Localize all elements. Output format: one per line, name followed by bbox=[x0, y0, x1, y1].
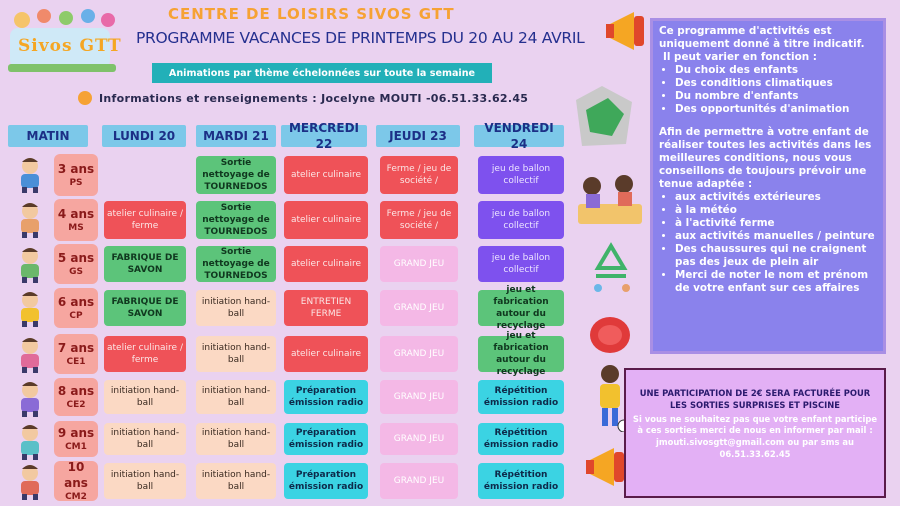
advice-item-3: • aux activités manuelles / peinture bbox=[675, 230, 877, 243]
column-header-3: MERCREDI 22 bbox=[281, 125, 367, 147]
age-value: 9 ans bbox=[57, 425, 95, 440]
child-illustration-icon bbox=[10, 290, 50, 328]
age-value: 10 ans bbox=[64, 459, 88, 490]
age-value: 7 ans bbox=[57, 340, 95, 355]
activity-cell: FABRIQUE DE SAVON bbox=[104, 246, 186, 282]
vary-item-3: • Des opportunités d'animation bbox=[675, 103, 877, 116]
advice-item-0: • aux activités extérieures bbox=[675, 191, 877, 204]
activity-cell: initiation hand-ball bbox=[196, 290, 276, 326]
class-group: CE2 bbox=[66, 400, 86, 411]
center-title: CENTRE DE LOISIRS SIVOS GTT bbox=[168, 5, 455, 23]
age-value: 8 ans bbox=[57, 383, 95, 398]
activity-cell: jeu et fabrication autour du recyclage bbox=[478, 336, 564, 372]
class-group: MS bbox=[68, 223, 84, 234]
child-illustration-icon bbox=[10, 246, 50, 284]
advice-item-2: • à l'activité ferme bbox=[675, 217, 877, 230]
activity-cell: Répétition émission radio bbox=[478, 463, 564, 499]
activity-cell: initiation hand-ball bbox=[196, 463, 276, 499]
child-illustration-icon bbox=[10, 201, 50, 239]
info-advice: Afin de permettre à votre enfant de réaliser toutes les activités dans les meilleures conditions, nous vous conseillons de toujours prévoir une tenue adaptée : bbox=[659, 126, 872, 190]
megaphone-icon bbox=[604, 10, 652, 56]
age-label-5 bbox=[54, 378, 98, 416]
class-group: CE1 bbox=[66, 357, 86, 368]
vary-item-2: • Du nombre d'enfants bbox=[675, 90, 877, 103]
vary-item-1: • Des conditions climatiques bbox=[675, 77, 877, 90]
age-label-2 bbox=[54, 244, 98, 284]
column-header-1: LUNDI 20 bbox=[102, 125, 186, 147]
activity-cell: initiation hand-ball bbox=[196, 380, 276, 414]
notice-optout: Si vous ne souhaitez pas que votre enfant participe à ces sorties merci de nous en informer par mail : jmouti.sivosgtt@gmail.com ou par sms au 06.51.33.62.45 bbox=[632, 413, 878, 459]
class-group: CM1 bbox=[65, 442, 87, 453]
class-group: CM2 bbox=[65, 492, 87, 503]
activity-cell: Préparation émission radio bbox=[284, 423, 368, 455]
advice-item-4: • Des chaussures qui ne craignent pas des jeux de plein air bbox=[675, 243, 877, 269]
activity-cell: initiation hand-ball bbox=[104, 423, 186, 455]
activity-cell: initiation hand-ball bbox=[196, 336, 276, 372]
activity-cell: Préparation émission radio bbox=[284, 380, 368, 414]
activity-cell: Sortie nettoyage de TOURNEDOS bbox=[196, 246, 276, 282]
activity-cell: Préparation émission radio bbox=[284, 463, 368, 499]
activity-cell: Ferme / jeu de société / bbox=[380, 156, 458, 194]
info-panel bbox=[650, 18, 886, 354]
age-value: 5 ans bbox=[57, 250, 95, 265]
notice-fee: UNE PARTICIPATION DE 2€ SERA FACTURÉE POUR LES SORTIES SURPRISES ET PISCINE bbox=[639, 388, 871, 410]
activity-cell: atelier culinaire bbox=[284, 246, 368, 282]
child-illustration-icon bbox=[10, 380, 50, 418]
advice-item-1: • à la météo bbox=[675, 204, 877, 217]
activity-cell: GRAND JEU bbox=[380, 463, 458, 499]
vary-item-0: • Du choix des enfants bbox=[675, 64, 877, 77]
column-header-0: MATIN bbox=[8, 125, 88, 147]
participation-notice bbox=[624, 368, 886, 498]
activity-cell: initiation hand-ball bbox=[104, 380, 186, 414]
activity-cell: atelier culinaire bbox=[284, 336, 368, 372]
child-illustration-icon bbox=[10, 463, 50, 501]
activity-cell: jeu de ballon collectif bbox=[478, 201, 564, 239]
theme-banner bbox=[152, 63, 492, 83]
age-label-4 bbox=[54, 334, 98, 374]
advice-list bbox=[659, 191, 877, 295]
program-title: PROGRAMME VACANCES DE PRINTEMPS DU 20 AU 24 AVRIL bbox=[136, 29, 585, 47]
column-header-4: JEUDI 23 bbox=[376, 125, 460, 147]
activity-cell: jeu et fabrication autour du recyclage bbox=[478, 290, 564, 326]
column-header-2: MARDI 21 bbox=[196, 125, 276, 147]
class-group: GS bbox=[69, 267, 83, 278]
theme-banner-text: Animations par thème échelonnées sur toute la semaine bbox=[168, 67, 476, 79]
contact-text: Informations et renseignements : Jocelyne MOUTI -06.51.33.62.45 bbox=[99, 91, 529, 105]
class-group: PS bbox=[69, 178, 83, 189]
child-illustration-icon bbox=[10, 423, 50, 461]
activity-cell: atelier culinaire bbox=[284, 201, 368, 239]
sponge-icon bbox=[586, 312, 634, 362]
logo-text: Sivos GTT bbox=[18, 36, 122, 56]
recycle-symbol-icon bbox=[586, 242, 636, 298]
activity-cell: Répétition émission radio bbox=[478, 380, 564, 414]
child-illustration-icon bbox=[10, 156, 50, 194]
activity-cell: atelier culinaire bbox=[284, 156, 368, 194]
age-label-6 bbox=[54, 421, 98, 457]
age-value: 3 ans bbox=[57, 161, 95, 176]
activity-cell: GRAND JEU bbox=[380, 246, 458, 282]
age-value: 6 ans bbox=[57, 294, 95, 309]
activity-cell: atelier culinaire / ferme bbox=[104, 201, 186, 239]
children-crafting-icon bbox=[574, 168, 646, 232]
activity-cell: atelier culinaire / ferme bbox=[104, 336, 186, 372]
info-vary: Il peut varier en fonction : bbox=[663, 51, 817, 63]
activity-cell: Répétition émission radio bbox=[478, 423, 564, 455]
vary-list bbox=[659, 64, 877, 116]
activity-cell: initiation hand-ball bbox=[196, 423, 276, 455]
recycling-bag-icon bbox=[568, 80, 638, 156]
info-intro: Ce programme d'activités est uniquement donné à titre indicatif. bbox=[659, 25, 865, 50]
child-illustration-icon bbox=[10, 336, 50, 374]
activity-cell: jeu de ballon collectif bbox=[478, 156, 564, 194]
age-label-7 bbox=[54, 461, 98, 501]
activity-cell: Ferme / jeu de société / bbox=[380, 201, 458, 239]
logo bbox=[4, 6, 122, 76]
age-label-3 bbox=[54, 288, 98, 328]
activity-cell: GRAND JEU bbox=[380, 336, 458, 372]
age-label-1 bbox=[54, 199, 98, 241]
phone-icon bbox=[78, 91, 92, 105]
age-value: 4 ans bbox=[57, 206, 95, 221]
activity-cell: GRAND JEU bbox=[380, 290, 458, 326]
activity-cell: GRAND JEU bbox=[380, 423, 458, 455]
activity-cell: initiation hand-ball bbox=[104, 463, 186, 499]
activity-cell: GRAND JEU bbox=[380, 380, 458, 414]
activity-cell: Sortie nettoyage de TOURNEDOS bbox=[196, 156, 276, 194]
activity-cell: Sortie nettoyage de TOURNEDOS bbox=[196, 201, 276, 239]
activity-cell: ENTRETIEN FERME bbox=[284, 290, 368, 326]
age-label-0 bbox=[54, 154, 98, 196]
advice-item-5: • Merci de noter le nom et prénom de votre enfant sur ces affaires bbox=[675, 269, 877, 295]
contact-line bbox=[78, 91, 528, 105]
column-header-5: VENDREDI 24 bbox=[474, 125, 564, 147]
activity-cell: jeu de ballon collectif bbox=[478, 246, 564, 282]
activity-cell: FABRIQUE DE SAVON bbox=[104, 290, 186, 326]
class-group: CP bbox=[69, 311, 83, 322]
